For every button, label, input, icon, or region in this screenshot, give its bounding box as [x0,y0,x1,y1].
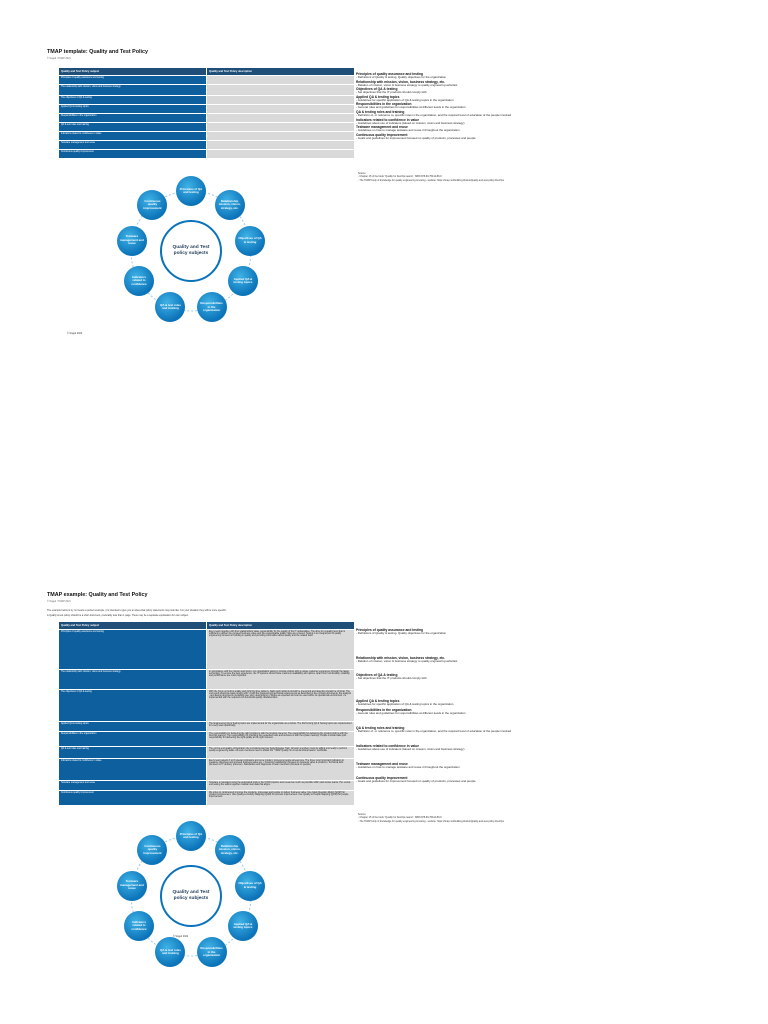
table-row [59,791,355,806]
cycle-node: Objectives of QA & testing [235,226,265,256]
example-copyright: © Sogeti / TMAP 2021 [47,600,71,603]
row-subject: Testware management and reuse [59,781,207,791]
source-line: - Chapter 15 of the book "Quality for DevOps teams", ISBN 978-90-75414-89-9 [358,816,442,820]
row-description: The responsibility for delivering the right product is with the product owner(s). The responsibility for delivering the product right is with the DevOps team(s). The responsibility for providing the requested tools and services is with the system team(s). People involved take joint responsibility for delivering the right quality at the right moment. [207,732,355,747]
explanation-heading: Testware management and reuse [356,762,408,767]
row-subject: The relationship with mission, vision and business strategy [59,85,207,96]
template-explanations [356,72,656,140]
explanation-detail: - Guidelines on how to manage testware and reuse it throughout the organization [356,765,460,770]
table-row [59,630,355,670]
table-row [59,105,355,114]
cycle-node: Responsibilities in the organization [197,937,227,967]
table-row [59,722,355,732]
cycle-node: QA & test roles and training [155,937,185,967]
row-description: The end-to-end quality orchestrator role is implemented per Agile Release Train. All team members must be willing and ready to perform quality engineering tasks. All team members need to obtain the "TMAP Quality for cross-functional teams" certificate. [207,747,355,759]
row-subject: Continuous quality improvement [59,791,207,806]
explanation-detail: - Guidelines for specific application of QA & testing topics in the organization [356,701,454,706]
cycle-node: Principles of QA and testing [176,176,206,206]
explanation-detail: - Guidelines on how to manage testware and reuse it throughout the organization [356,128,460,133]
table-row [59,85,355,96]
table-row [59,114,355,123]
row-subject: Applied QA & testing topics [59,722,207,732]
explanation-detail: - General rules and guidelines for responsibilities at different levels in the organization [356,711,466,716]
template-title: TMAP template: Quality and Test Policy [47,49,149,55]
explanation-heading: Applied QA & testing topics [356,94,400,99]
explanation-detail: - Definitions of Quality & testing, Quality objectives for the organization [356,631,447,635]
explanation-heading: Principles of quality assurance and testing [356,72,424,76]
explanation-heading: Relationship with mission, vision, business strategy, etc. [356,655,446,660]
row-description: In accordance with the mission and vision, our organization wants to provide visitors with a unique customer experience through the latest technology. To ensure the best experience, the IT systems should have maximum availability and uptime. Apart from functionality, reliability and performance are most important. [207,670,355,690]
explanation-detail: - Goals and guidelines for improvement focused on quality of products, processes and people [356,135,476,140]
row-subject: Responsibilities in the organization [59,732,207,747]
table-row [59,759,355,781]
template-footer: © Sogeti 2022 [67,332,83,335]
row-subject: Principles of quality assurance and testing [59,76,207,85]
row-description: Every team together with their stakeholders takes responsibility for the quality of the IT deliverables. The drive for a quality level that is sufficient to deliver the pursued business value and the unacceptable quality risks are covered. Testing is an integral part of quality engineering focused on building in quality and providing information about quality and the related risks. [207,630,355,670]
row-description [207,85,355,96]
example-cycle-diagram [100,820,290,990]
explanation-detail: - Set objectives that the IT products should comply with [356,676,427,681]
table-row [59,141,355,150]
explanation-heading: Indicators related to confidence in value [356,117,420,122]
row-description: Every team selects 3 to 8 relevant indicators and once product, process & people at least one. The three most important indicators to measure objectives and pursued business value are: • Customer satisfaction (focused on business value & product) • Technical debt (focused on IT delivery process) • Satisfaction and happiness of team members (focused on people) [207,759,355,781]
row-subject: Indicators related to confidence in value [59,759,207,781]
explanation-heading: QA & testing roles and training [356,109,405,114]
row-description [207,150,355,159]
source-label: Source: [358,172,367,175]
row-subject: The relationship with mission, vision and business strategy [59,670,207,690]
explanation-detail: - Definition of, or reference to, specific roles in the organization, and the required level of education of the people involved [356,112,512,117]
explanation-item [356,656,656,664]
row-subject: Indicators related to confidence in value [59,132,207,141]
explanation-detail: - Guidelines about use of indicators (based on mission, vision and business strategy) [356,746,465,751]
explanation-item [356,708,656,716]
explanation-heading: Responsibilities in the organization [356,708,412,713]
row-description: Testware is managed using the automated tools in the CI/CD pipeline and reused as much as possible within and across teams. Per end-to-end testing the teams together maintain test data that aligns. [207,781,355,791]
example-note: The example below is by no means a perfect example, it is intended to give you an idea what policy statements may look like. For your situation they will be more specific. [47,609,227,612]
explanation-heading: Objectives of QA & testing [356,673,398,678]
cycle-node: Indicators related to confidence [124,266,154,296]
table-header-description: Quality and Test Policy description [207,622,355,630]
cycle-node: Testware management and reuse [117,871,147,901]
table-row [59,690,355,722]
table-row [59,150,355,159]
cycle-node: Testware management and reuse [117,226,147,256]
row-description: With the focus on built-in quality and right first time delivery, faults and incidents should be prevented and detection should be minimal. The end result should as least comply with: • Fulfil the business and technical requirements as described in the contract documents, the analysis - and design documents (including user story descriptions) • Works as expected and can be used within its operational environment • Is implemented with the required non-functional quality characteristics [207,690,355,722]
explanation-item [356,776,656,784]
explanation-heading: Principles of quality assurance and testing [356,628,424,632]
explanation-detail: - Definitions of Quality & testing, Quality objectives for the organization [356,75,447,79]
explanation-item [356,95,656,103]
source-line: - Chapter 15 of the book "Quality for DevOps teams", ISBN 978-90-75414-89-9 [358,175,442,179]
row-description [207,76,355,85]
table-row [59,781,355,791]
row-subject: QA & test roles and training [59,123,207,132]
explanation-item [356,628,656,636]
cycle-node: Principles of QA and testing [176,821,206,851]
row-description: The Engineering QA & Testing topics are implemented for the organization as a whole. The Performing QA & Testing topics are implemented for every team specifically. [207,722,355,732]
template-policy-table [58,67,355,159]
source-line: - The TMAP body of knowledge for quality engineering & testing - website: https://tmap.net/building-blocks/Quality-and-test-policy-DevOps [358,819,504,823]
template-cycle-diagram [100,175,290,345]
cycle-node: Applied QA & testing topics [228,266,258,296]
example-explanations [356,628,656,783]
explanation-item [356,80,656,88]
table-header-subject: Quality and Test Policy subject [59,68,207,76]
explanation-item [356,133,656,141]
example-page [0,580,768,1024]
cycle-node: Indicators related to confidence [124,911,154,941]
table-row [59,96,355,105]
cycle-node: Relationship mission, vision, strategy, etc. [215,190,245,220]
explanation-heading: Continuous quality improvement [356,775,408,780]
row-subject: Applied QA & testing topics [59,105,207,114]
template-page [0,0,768,500]
source-label: Source: [358,813,367,816]
explanation-item [356,110,656,118]
row-description: We strive to continuously improve the products, processes and people to deliver business value. Use Goal-Question-Metric (GQM) for product improvement. Use Quality-to-Activity Mapping (QAM) for process improvement. Use Quality to People Mapping (QPM) for people improvement. [207,791,355,806]
cycle-center-label: Quality and Test policy subjects [160,865,222,927]
example-policy-table [58,621,355,806]
explanation-item [356,72,656,80]
table-row [59,76,355,85]
explanation-item [356,102,656,110]
row-subject: Continuous quality improvement [59,150,207,159]
template-source [358,172,658,182]
row-description [207,132,355,141]
explanation-heading: Objectives of QA & testing [356,87,398,92]
table-row [59,732,355,747]
row-subject: The objectives of QA & testing [59,690,207,722]
cycle-node: Continuous quality improvement [137,190,167,220]
explanation-detail: - General rules and guidelines for responsibilities at different levels in the organization [356,105,466,110]
row-description [207,114,355,123]
row-description [207,123,355,132]
explanation-item [356,87,656,95]
explanation-detail: - Set objectives that the IT products should comply with [356,90,427,95]
explanation-heading: Continuous quality improvement [356,132,408,137]
explanation-heading: Indicators related to confidence in value [356,743,420,748]
cycle-node: Applied QA & testing topics [228,911,258,941]
row-description [207,105,355,114]
example-footer: © Sogeti 2022 [173,935,189,938]
explanation-heading: Responsibilities in the organization [356,102,412,107]
row-subject: Testware management and reuse [59,141,207,150]
explanation-heading: Testware management and reuse [356,125,408,130]
row-subject: The objectives of QA & testing [59,96,207,105]
table-row [59,123,355,132]
row-subject: Responsibilities in the organization [59,114,207,123]
explanation-item [356,125,656,133]
cycle-node: Relationship mission, vision, strategy, etc. [215,835,245,865]
table-row [59,747,355,759]
explanation-item [356,762,656,770]
source-line: - The TMAP body of knowledge for quality engineering & testing - website: https://tmap.net/building-blocks/Quality-and-test-policy-DevOps [358,178,504,182]
cycle-node: Continuous quality improvement [137,835,167,865]
explanation-detail: - Relation of mission, vision & business strategy to quality engineering activities [356,658,458,663]
explanation-item [356,726,656,734]
explanation-detail: - Relation of mission, vision & business strategy to quality engineering activities [356,82,458,87]
cycle-node: QA & test roles and training [155,292,185,322]
explanation-detail: - Guidelines for specific application of QA & testing topics in the organization [356,97,454,102]
explanation-item [356,118,656,126]
explanation-detail: - Guidelines about use of indicators (based on mission, vision and business strategy) [356,120,465,125]
table-row [59,670,355,690]
row-subject: QA & test roles and training [59,747,207,759]
table-header-description: Quality and Test Policy description [207,68,355,76]
explanation-detail: - Goals and guidelines for improvement focused on quality of products, processes and people [356,778,476,783]
row-description [207,96,355,105]
example-note: A Quality & test policy should be a short document, preferably less than 1 page. There may be a separate explanation for own subject. [47,614,189,617]
row-subject: Principles of quality assurance and testing [59,630,207,670]
explanation-item [356,673,656,681]
cycle-node: Responsibilities in the organization [197,292,227,322]
explanation-heading: Applied QA & testing topics [356,698,400,703]
table-header-subject: Quality and Test Policy subject [59,622,207,630]
table-row [59,132,355,141]
example-title: TMAP example: Quality and Test Policy [47,592,148,598]
explanation-heading: QA & testing roles and training [356,725,405,730]
explanation-item [356,744,656,752]
explanation-heading: Relationship with mission, vision, business strategy, etc. [356,79,446,84]
cycle-node: Objectives of QA & testing [235,871,265,901]
cycle-center-label: Quality and Test policy subjects [160,220,222,282]
explanation-detail: - Definition of, or reference to, specific roles in the organization, and the required level of education of the people involved [356,728,512,733]
explanation-item [356,699,656,707]
example-source [358,813,658,823]
row-description [207,141,355,150]
template-copyright: © Sogeti / TMAP 2021 [47,57,71,60]
